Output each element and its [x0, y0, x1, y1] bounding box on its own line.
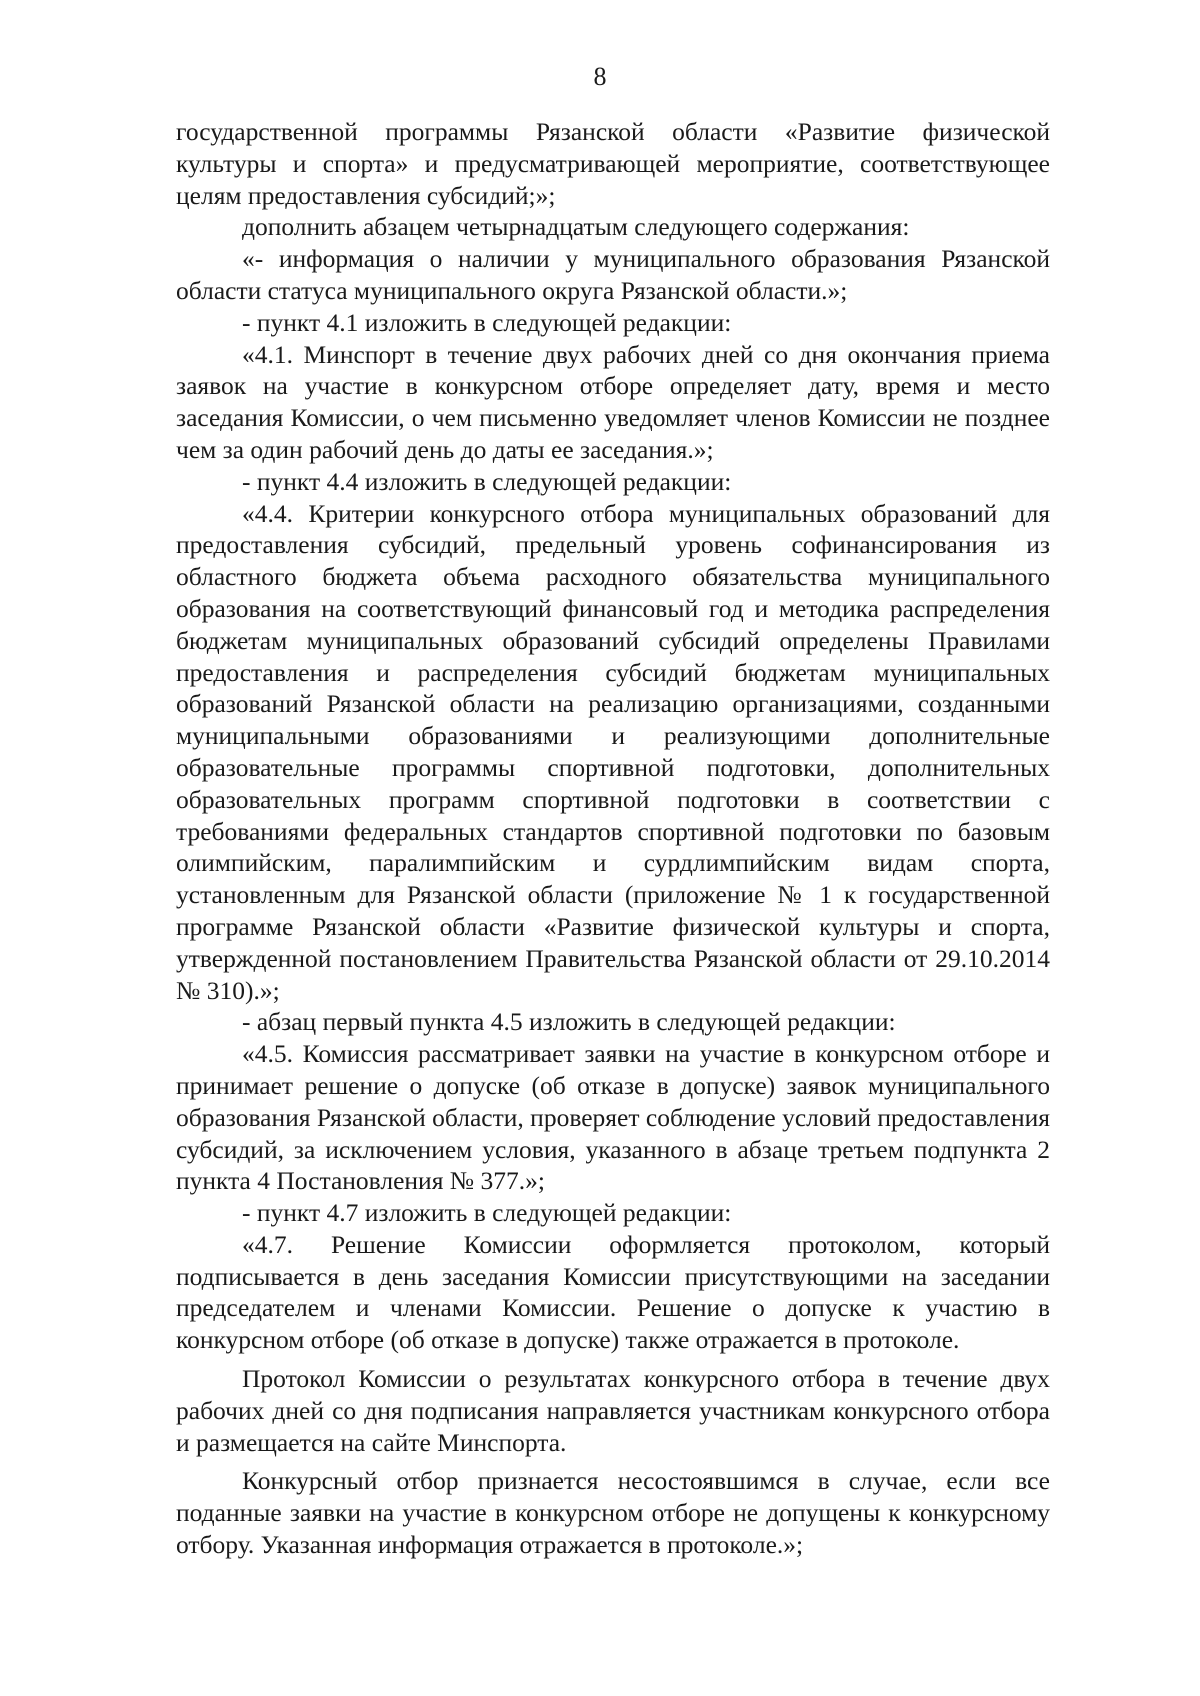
- paragraph: дополнить абзацем четырнадцатым следующего содержания:: [242, 212, 910, 242]
- paragraph: государственной программы Рязанской области «Развитие физической культуры и спорта» и предусматривающей мероприятие, соответствующее целям предоставления субсидий;»;: [176, 117, 1050, 210]
- paragraph: «4.7. Решение Комиссии оформляется протоколом, который подписывается в день заседания Комиссии присутствующими на заседании председателем и членами Комиссии. Решение о допуске к участию в конкурсном отборе (об отказе в допуске) также отражается в протоколе.: [176, 1229, 1050, 1355]
- paragraph: Конкурсный отбор признается несостоявшимся в случае, если все поданные заявки на участие в конкурсном отборе не допущены к конкурсному отбору. Указанная информация отражается в протоколе.»;: [176, 1466, 1050, 1560]
- paragraph: «4.4. Критерии конкурсного отбора муниципальных образований для предоставления субсидий, предельный уровень софинансирования из областного бюджета объема расходного обязательства муниципального образования на соответствующий финансовый год и методика распределения бюджетам муниципальных образований субсидий определены Правилами предоставления и распределения субсидий бюджетам муниципальных образований Рязанской области на реализацию организациями, созданными муниципальными образованиями и реализующими дополнительные образовательные программы спортивной подготовки, дополнительных образовательных программ спортивной подготовки в соответствии с требованиями федеральных стандартов спортивной подготовки по базовым олимпийским, паралимпийским и сурдлимпийским видам спорта, установленным для Рязанской области (приложение № 1 к государственной программе Рязанской области «Развитие физической культуры и спорта, утвержденной постановлением Правительства Рязанской области от 29.10.2014 № 310).»;: [176, 498, 1050, 1005]
- page-number: 8: [593, 62, 607, 91]
- paragraph: - пункт 4.7 изложить в следующей редакции:: [242, 1198, 732, 1228]
- paragraph: Протокол Комиссии о результатах конкурсного отбора в течение двух рабочих дней со дня подписания направляется участникам конкурсного отбора и размещается на сайте Минспорта.: [176, 1364, 1050, 1457]
- document-body: [176, 116, 1050, 1561]
- paragraph: «4.5. Комиссия рассматривает заявки на участие в конкурсном отборе и принимает решение о допуске (об отказе в допуске) заявок муниципального образования Рязанской области, проверяет соблюдение условий предоставления субсидий, за исключением условия, указанного в абзаце третьем подпункта 2 пункта 4 Постановления № 377.»;: [176, 1039, 1050, 1196]
- paragraph: - абзац первый пункта 4.5 изложить в следующей редакции:: [242, 1007, 896, 1037]
- paragraph: «4.1. Минспорт в течение двух рабочих дней со дня окончания приема заявок на участие в конкурсном отборе определяет дату, время и место заседания Комиссии, о чем письменно уведомляет членов Комиссии не позднее чем за один рабочий день до даты ее заседания.»;: [176, 339, 1050, 464]
- paragraph: «- информация о наличии у муниципального образования Рязанской области статуса муниципального округа Рязанской области.»;: [176, 244, 1050, 305]
- paragraph: - пункт 4.1 изложить в следующей редакции:: [242, 307, 732, 337]
- paragraph: - пункт 4.4 изложить в следующей редакции:: [242, 466, 732, 496]
